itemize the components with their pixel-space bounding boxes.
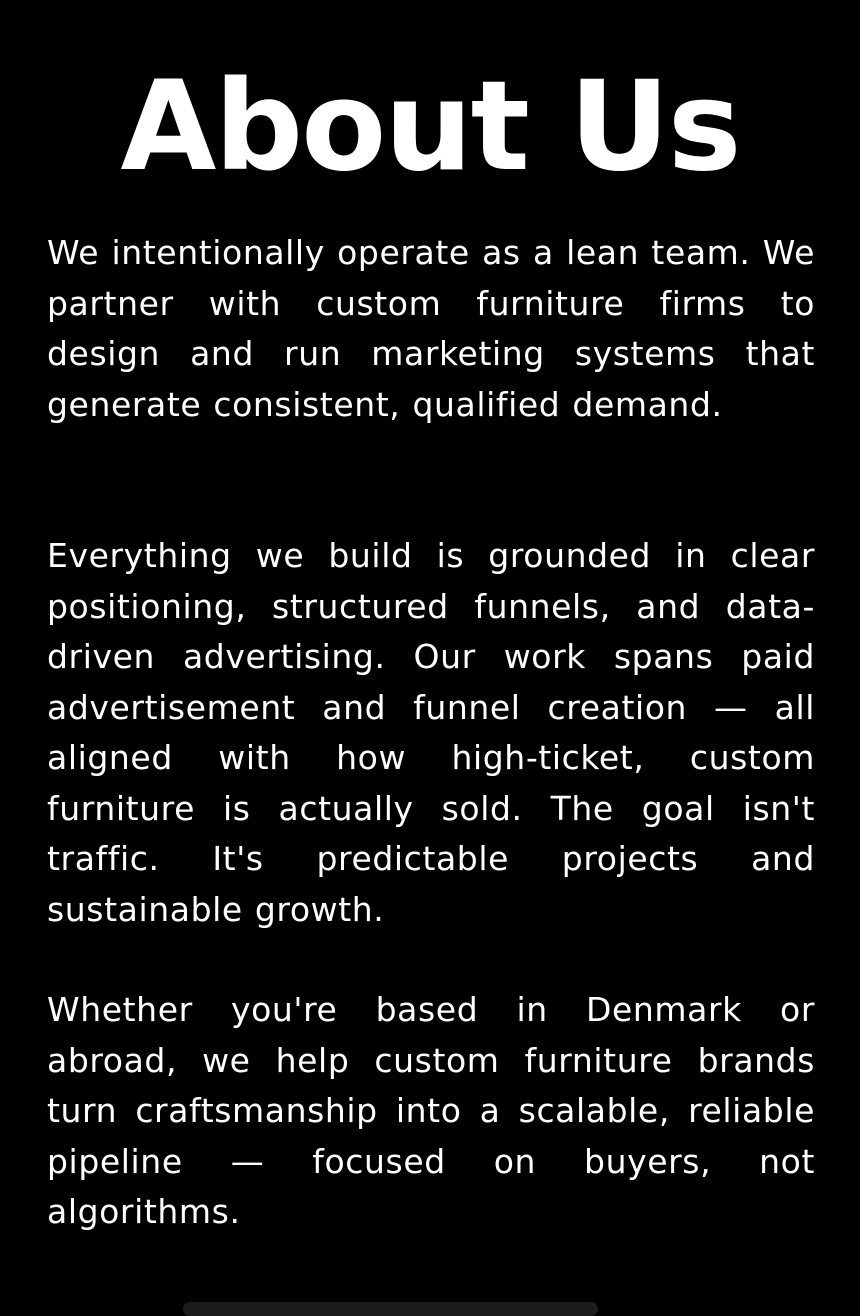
page-title: About Us — [120, 55, 740, 199]
paragraph-reach: Whether you're based in Denmark or abroad, we help custom furniture brands turn craftsmanship into a scalable, reliable pipeline — focused on buyers, not algorithms. — [47, 990, 815, 1231]
bottom-button-edge[interactable] — [183, 1302, 598, 1316]
paragraph-approach: Everything we build is grounded in clear positioning, structured funnels, and data-driven advertising. Our work spans paid advertisement and funnel creation — all aligned with how high-ticket, custom furniture is actually sold. The goal isn't traffic. It's predictable projects and sustainable growth. — [47, 536, 815, 929]
paragraph-intro: We intentionally operate as a lean team. We partner with custom furniture firms to design and run marketing systems that generate consistent, qualified demand. — [47, 233, 815, 424]
